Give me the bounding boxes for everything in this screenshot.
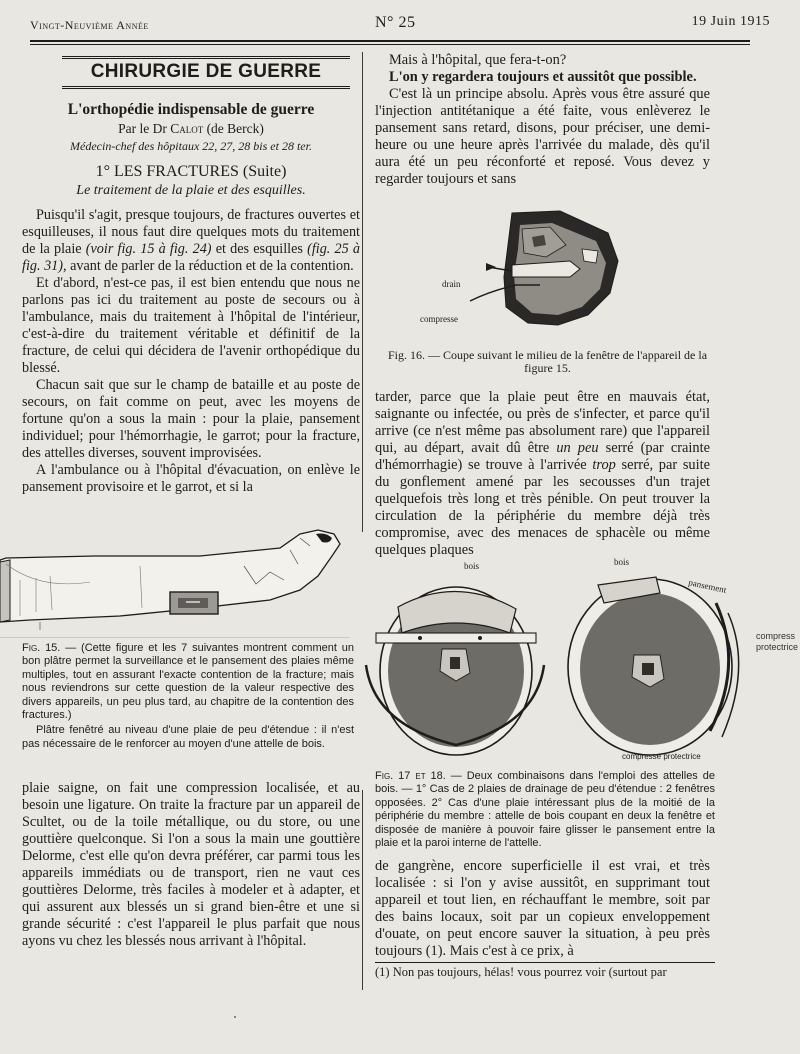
margin-note: compress protectrice [756, 631, 799, 652]
figure-18-label-pansement: pansement [687, 577, 728, 595]
paragraph: tarder, parce que la plaie peut être en mauvais état, saignante ou infectée, ou près de s'infecter, et parce qu'il arrive (ce n'est même pas absolument rare) que l'appareil qui, au départ, avait dû être un peu serré (par crainte d'hémorrhagie) se trouve à l'arrivée trop serré, par suite du gonflement amené par les secousses d'un trajet quelquefois très long et très pénible. On peut trouver la circulation de la périphérie du membre déjà très compromise, avec des menaces de sphacèle ou même quelques plaques [375, 389, 710, 558]
figure-15-text-2: Plâtre fenêtré au niveau d'une plaie de peu d'étendue : il n'est pas nécessaire de le renforcer au moyen d'une attelle de bois. [22, 724, 354, 750]
paragraph-emphasis: L'on y regardera toujours et aussitôt que possible. [389, 69, 697, 85]
page-header [30, 14, 770, 34]
paragraph: C'est là un principe absolu. Après vous être assuré que l'injection antitétanique a été faite, vous enlèverez le pansement sans retard, disons, pour préciser, une demi-heure ou une heure après l'arrivée du malade, dès qu'il aura été un peu réconforté et reposé. Vous devez y regarder toujours et sans [375, 86, 710, 187]
left-column-bottom [22, 780, 360, 950]
column-divider-top [362, 52, 363, 532]
header-rule [30, 40, 750, 45]
paragraph: A l'ambulance ou à l'hôpital d'évacuation, on enlève le pansement provisoire et le garrot, et si la [22, 462, 360, 495]
section-title: CHIRURGIE DE GUERRE [62, 56, 350, 89]
header-date: 19 Juin 1915 [691, 14, 770, 29]
figure-17-label-bois: bois [464, 561, 480, 571]
figure-16-caption: Fig. 16. — Coupe suivant le milieu de la fenêtre de l'appareil de la figure 15. [387, 348, 708, 376]
figure-18-label-compresse: compresse protectrice [622, 752, 701, 761]
paragraph: Et d'abord, n'est-ce pas, il est bien entendu que nous ne parlons pas ici du traitement au poste de secours ou à l'ambulance, mais du traitement à l'hôpital de l'intérieur, c'est-à-dire du traitement véritable et définitif de la fracture, de celui qui décidera de l'avenir orthopédique du blessé. [22, 275, 360, 376]
right-column-middle [375, 389, 710, 559]
author-name: Calot [170, 121, 204, 136]
figure-18-label-bois: bois [614, 557, 630, 567]
author-role: Médecin-chef des hôpitaux 22, 27, 28 bis et 28 ter. [70, 139, 312, 153]
right-column-top [375, 52, 710, 188]
header-issue: N° 25 [375, 14, 416, 31]
column-divider-bottom [362, 790, 363, 990]
left-column-top [22, 56, 360, 496]
figure-16-cross-section [420, 205, 650, 330]
author-prefix: Par le Dr [118, 121, 167, 136]
article-byline [22, 120, 360, 137]
figures-17-18-caption [375, 770, 715, 850]
figure-15-caption [22, 642, 354, 751]
article-title: L'orthopédie indispensable de guerre [67, 101, 315, 118]
figures-17-18-cross-sections [360, 555, 800, 767]
author-suffix: (de Berck) [206, 121, 264, 136]
right-column-bottom [375, 858, 710, 960]
section-heading: 1° LES FRACTURES (Suite) [95, 163, 287, 180]
figures-17-18-label: Fig. 17 et 18. [375, 770, 446, 782]
figure-15-text: — (Cette figure et les 7 suivantes montrent comment un bon plâtre permet la surveillance et le pansement des plaies même multiples, tout en assurant l'exacte contention de la fracture; mais nous reviendrons sur cette question de la valeur respective des divers appareils, un peu plus tard, au chapitre de la contention des fractures.) [22, 642, 354, 722]
figure-16-label-compresse: compresse [420, 314, 458, 324]
figure-15-leg-illustration [0, 520, 350, 638]
paragraph: Puisqu'il s'agit, presque toujours, de fractures ouvertes et esquilleuses, il nous faut dire quelques mots du traitement de la plaie (voir fig. 15 à fig. 24) et des esquilles (fig. 25 à fig. 31), avant de parler de la réduction et de la contention. [22, 207, 360, 274]
paragraph: Chacun sait que sur le champ de bataille et au poste de secours, on fait comme on peut, avec les moyens de fortune qu'on a sous la main : pour la plaie, pansement individuel; pour l'hémorrhagie, le garrot; pour la fracture, des attelles diverses, souvent improvisées. [22, 377, 360, 461]
paragraph: de gangrène, encore superficielle il est vrai, et très localisée : si l'on y avise aussitôt, en supprimant tout appareil et tout lien, en réchauffant le membre, soit par des bains locaux, soit par un copieux enveloppement d'ouate, on peut encore sauver la situation, à peu près toujours (1). Mais c'est à ce prix, à [375, 858, 710, 959]
figure-16-label-drain: drain [442, 279, 461, 289]
section-subheading: Le traitement de la plaie et des esquilles. [76, 183, 306, 198]
ink-speck [234, 1016, 236, 1018]
figure-15-label: Fig. 15. [22, 642, 61, 654]
paragraph: Mais à l'hôpital, que fera-t-on? [389, 52, 567, 68]
paragraph: plaie saigne, on fait une compression localisée, et au besoin une ligature. On traite la fracture par un appareil de Scultet, ou de la toile métallique, ou du store, ou une gouttière quelconque. Si l'on a sous la main une gouttière Delorme, c'est elle qu'on devra préférer, car parmi tous les appareils immédiats ou de transport, rien ne vaut ces gouttières Delorme, très faciles à modeler et à adapter, et qui assurent aux blessés un si grand bien-être et une si grande sécurité : c'est l'appareil le plus parfait que nous ayons vu chez les blessés nous arrivant à l'hôpital. [22, 780, 360, 949]
footnote: (1) Non pas toujours, hélas! vous pourrez voir (surtout par [375, 962, 715, 980]
header-year: Vingt-Neuvième Année [30, 18, 149, 32]
figures-17-18-text: — Deux combinaisons dans l'emploi des attelles de bois. — 1° Cas de 2 plaies de drainage de peu d'étendue : 2 fenêtres opposées. 2° Cas d'une plaie intéressant plus de la moitié de la périphérie du membre : attelle de bois coupant en deux la fenêtre et disposée de manière à pouvoir faire glisser le pansement entre la plaie et la paroi interne de l'attelle. [375, 770, 715, 850]
